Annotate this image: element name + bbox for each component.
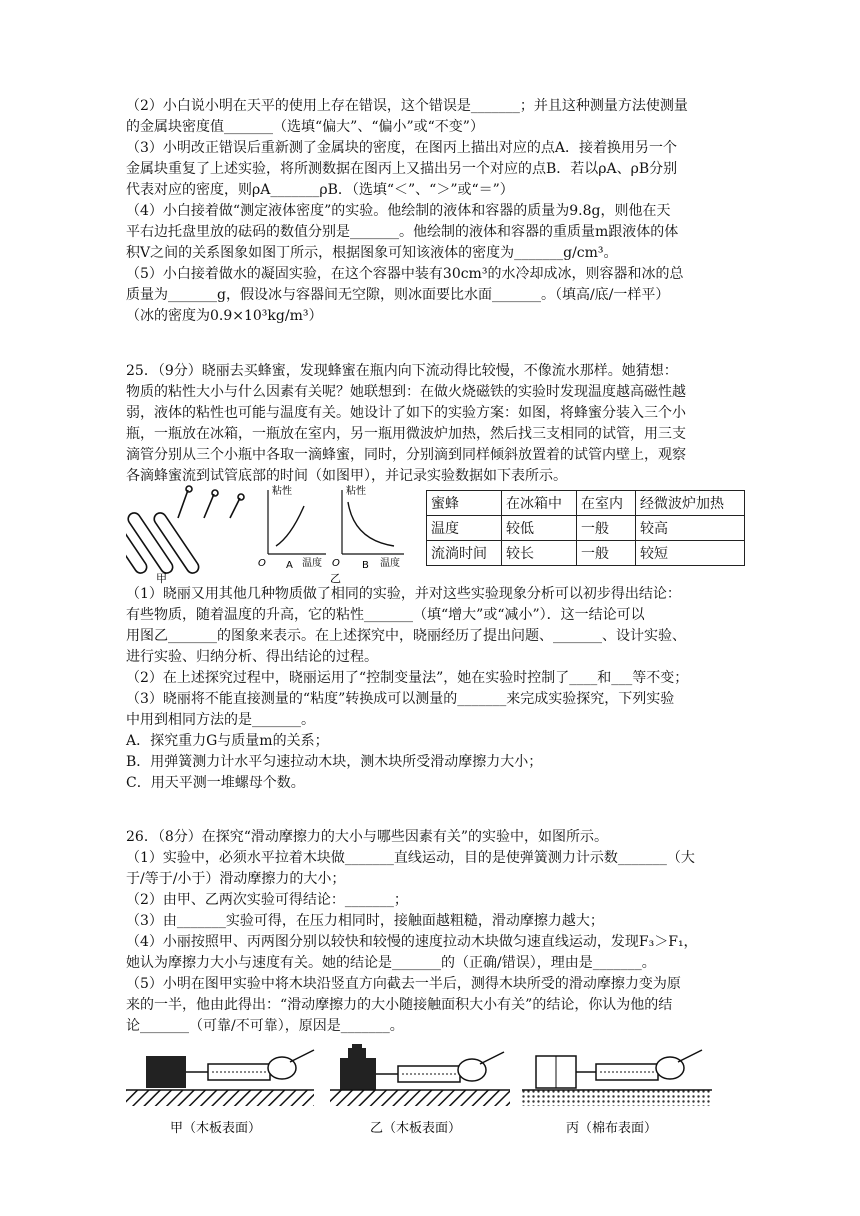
fig-label-yi: 乙: [330, 572, 341, 584]
caption-yi: 乙（木板表面）: [370, 1121, 462, 1136]
graph-b-name: B: [362, 560, 369, 571]
caption-bing: 丙（棉布表面）: [566, 1121, 658, 1136]
q25-option-c: C．用天平测一堆螺母个数。: [126, 775, 305, 791]
setup-yi: [330, 1044, 510, 1106]
q25-intro4: 瓶，一瓶放在冰箱，一瓶放在室内，另一瓶用微波炉加热，然后找三支相同的试管，用三支: [126, 426, 686, 442]
q25-intro6: 各滴蜂蜜流到试管底部的时间（如图甲），并记录实验数据如下表所示。: [126, 468, 567, 484]
q24-line4b: 平右边托盘里放的砝码的数值分别是_______。他绘制的液体和容器的重质量m跟液体的体: [126, 224, 679, 240]
graph-a-name: A: [286, 560, 293, 571]
q25-s1a: （1）晓丽又用其他几种物质做了相同的实验，并对这些实验现象分析可以初步得出结论：: [126, 586, 681, 602]
q24-line2a: （2）小白说小明在天平的使用上存在错误，这个错误是_______；并且这种测量方法使测量: [126, 98, 688, 114]
table-cell: 温度: [427, 516, 502, 541]
q26-s2: （2）由甲、乙两次实验可得结论：_______；: [126, 892, 408, 908]
q25-s1d: 进行实验、归纳分析、得出结论的过程。: [126, 649, 378, 665]
friction-figure: [126, 1044, 726, 1144]
table-cell: 较低: [502, 516, 577, 541]
q26-s4b: 她认为摩擦力大小与速度有关。她的结论是_______的（正确/错误），理由是_______。: [126, 955, 656, 971]
q26-s4a: （4）小丽按照甲、丙两图分别以较快和较慢的速度拉动木块做匀速直线运动，发现F₃＞F₁，: [126, 934, 698, 950]
graph-a-y-label: 粘性: [272, 486, 292, 497]
q24-line5a: （5）小白接着做水的凝固实验，在这个容器中装有30cm³的水冷却成冰，则容器和冰的总: [126, 266, 684, 282]
graph-b: [332, 484, 404, 571]
table-row: [427, 491, 745, 516]
q24-line3b: 金属块重复了上述实验，将所测数据在图丙上又描出另一个对应的点B．若以ρA、ρB分别: [126, 161, 678, 177]
q26-intro: 26．（8分）在探究“滑动摩擦力的大小与哪些因素有关”的实验中，如图所示。: [126, 829, 609, 845]
table-cell: 较短: [636, 541, 745, 566]
q24-line3c: 代表对应的密度，则ρA_______ρB．（选填“＜”、“＞”或“＝”）: [126, 182, 514, 198]
q26-s5a: （5）小明在图甲实验中将木块沿竖直方向截去一半后，测得木块所受的滑动摩擦力变为原: [126, 976, 681, 992]
q24-line4c: 积V之间的关系图象如图丁所示，根据图象可知该液体的密度为_______g/cm³。: [126, 245, 618, 261]
q25-s3b: 中用到相同方法的是_______。: [126, 712, 315, 728]
q26-s1a: （1）实验中，必须水平拉着木块做_______直线运动，目的是使弹簧测力计示数_______（大: [126, 850, 695, 866]
q25-option-b: B．用弹簧测力计水平匀速拉动木块，测木块所受滑动摩擦力大小；: [126, 754, 543, 770]
q25-s3a: （3）晓丽将不能直接测量的“粘度”转换成可以测量的_______来完成实验探究，下列实验: [126, 691, 675, 707]
q25-option-a: A．探究重力G与质量m的关系；: [126, 733, 329, 749]
table-cell: 经微波炉加热: [636, 491, 745, 516]
q24-line2b: 的金属块密度值_______（选填“偏大”、“偏小”或“不变”）: [126, 119, 484, 135]
q26-s5b: 来的一半，他由此得出：“滑动摩擦力的大小随接触面积大小有关”的结论，你认为他的结: [126, 997, 673, 1013]
q25-intro5: 滴管分别从三个小瓶中各取一滴蜂蜜，同时，分别滴到同样倾斜放置着的试管内壁上，观察: [126, 447, 686, 463]
table-row: [427, 541, 745, 566]
q25-intro2: 物质的粘性大小与什么因素有关呢？她联想到：在做火烧磁铁的实验时发现温度越高磁性越: [126, 384, 686, 400]
q26-s1b: 于/等于/小于）滑动摩擦力的大小；: [126, 871, 346, 887]
graph-b-x-label: 温度: [380, 558, 400, 569]
setup-jia: [126, 1050, 314, 1106]
honey-data-table: [426, 490, 745, 566]
q25-intro1: 25．（9分）晓丽去买蜂蜜，发现蜂蜜在瓶内向下流动得比较慢，不像流水那样。她猜想：: [126, 363, 678, 379]
caption-jia: 甲（木板表面）: [170, 1121, 262, 1136]
graph-a-origin: O: [258, 558, 266, 569]
table-cell: 一般: [577, 541, 636, 566]
q25-s2: （2）在上述探究过程中，晓丽运用了“控制变量法”，她在实验时控制了____和___等不变；: [126, 670, 689, 686]
setup-bing: [522, 1050, 712, 1106]
graph-a: [258, 484, 326, 571]
fig-label-jia: 甲: [156, 572, 167, 584]
graph-b-y-label: 粘性: [346, 486, 366, 497]
q24-line5b: 质量为_______g，假设冰与容器间无空隙，则冰面要比水面_______。（填高/底/一样平）: [126, 287, 670, 303]
q26-s3: （3）由_______实验可得，在压力相同时，接触面越粗糙，滑动摩擦力越大；: [126, 913, 604, 929]
q25-intro3: 弱，液体的粘性也可能与温度有关。她设计了如下的实验方案：如图，将蜂蜜分装入三个小: [126, 405, 686, 421]
table-cell: 流淌时间: [427, 541, 502, 566]
q25-s1c: 用图乙_______的图象来表示。在上述探究中，晓丽经历了提出问题、_______、设计实验、: [126, 628, 686, 644]
table-cell: 蜜蜂: [427, 491, 502, 516]
table-row: [427, 516, 745, 541]
table-cell: 在室内: [577, 491, 636, 516]
graph-a-x-label: 温度: [302, 558, 322, 569]
table-cell: 较高: [636, 516, 745, 541]
q25-s1b: 有些物质，随着温度的升高，它的粘性_______（填“增大”或“减小”）．这一结论可以: [126, 607, 645, 623]
table-cell: 在冰箱中: [502, 491, 577, 516]
q26-s5c: 论_______（可靠/不可靠），原因是_______。: [126, 1018, 404, 1034]
q24-line4a: （4）小白接着做“测定液体密度”的实验。他绘制的液体和容器的质量为9.8g，则他在天: [126, 203, 671, 219]
table-cell: 较长: [502, 541, 577, 566]
table-cell: 一般: [577, 516, 636, 541]
graph-b-origin: O: [332, 558, 340, 569]
honey-figure: [126, 484, 422, 584]
q24-line5c: （冰的密度为0.9×10³kg/m³）: [126, 308, 323, 324]
q24-line3a: （3）小明改正错误后重新测了金属块的密度，在图丙上描出对应的点A．接着换用另一个: [126, 140, 678, 156]
test-tubes-illustration: [126, 486, 244, 575]
